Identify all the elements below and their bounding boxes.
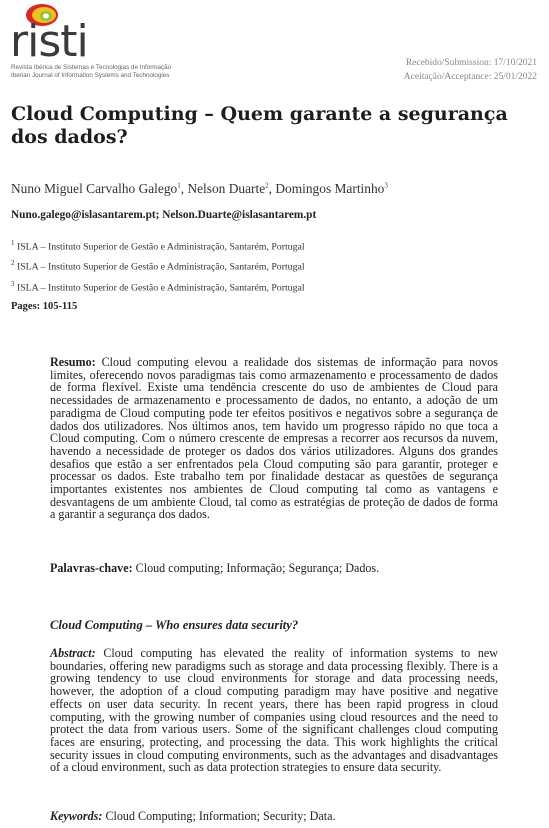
author-name: Nelson Duarte [187, 181, 266, 196]
abstract-en-label: Abstract: [50, 646, 96, 660]
keywords-en-label: Keywords: [50, 809, 103, 823]
abstract-en-text: Cloud computing has elevated the reality of information systems to new boundaries, offering new paradigms such as storage and data processing flexibly. There is a growing tendency to use cloud environments for storage and data processing needs, however, the adoption of a cloud computing paradigm may have positive and negative effects on user data security. In recent years, there has been rapid progress in cloud computing, with the growing number of companies using cloud resources and the need to protect the data from various users. Some of the significant challenges cloud computing faces are ensuring, protecting, and processing the data. This work highlights the critical security issues in cloud computing environments, such as the advantages and disadvantages of a cloud environment, such as data protection strategies to ensure data security. [50, 646, 498, 775]
keywords-en-text: Cloud Computing; Information; Security; Data. [105, 809, 336, 823]
logo-wordmark: risti [10, 16, 88, 67]
author-sup: 3 [384, 181, 388, 190]
journal-subtitle-en: Iberian Journal of Information Systems and Technologies [11, 71, 170, 79]
keywords-en [50, 809, 336, 824]
received-date: Recebido/Submission: 17/10/2021 [405, 58, 537, 68]
journal-subtitle [11, 64, 171, 79]
author-list: Nuno Miguel Carvalho Galego$^1$, Nelson Duarte$^2$, Domingos Martinho$^3$ [11, 181, 388, 196]
journal-subtitle-pt: Revista Ibérica de Sistemas e Tecnologias de Informação [11, 64, 172, 71]
author-emails: Nuno.galego@islasantarem.pt; Nelson.Duarte@islasantarem.pt [11, 209, 317, 221]
abstract-pt-text: Cloud computing elevou a realidade dos sistemas de informação para novos limites, oferecendo novos paradigmas tais como armazenamento e processamento de dados de forma flexível. Existe uma tendência crescente do uso de ambientes de Cloud para necessidades de armazenamento e processamento de dados, no entanto, a adoção de um paradigma de Cloud computing pode ter efeitos positivos e negativos sobre a segurança de dados dos utilizadores. Nos últimos anos, tem havido um progresso rápido no que toca a Cloud computing. Com o número crescente de empresas a recorrer aos recursos da nuvem, havendo a necessidade de proteger os dados dos vários utilizadores. Alguns dos grandes desafios que estão a ser enfrentados pela Cloud computing são para garantir, proteger e processar os dados. Este trabalho tem por finalidade destacar as questões de segurança importantes existentes nos ambientes de Cloud computing tal como as vantagens e desvantagens de um ambiente Cloud, tal como as estratégias de proteção de dados de forma a garantir a segurança dos dados. [50, 355, 498, 522]
abstract-pt [50, 356, 498, 521]
accepted-date: Aceitação/Acceptance: 25/01/2022 [403, 72, 537, 82]
keywords-pt-text: Cloud computing; Informação; Segurança; Dados. [135, 561, 380, 575]
affiliation: $^1$ ISLA – Instituto Superior de Gestão e Administração, Santarém, Portugal [11, 239, 305, 253]
abstract-en [50, 647, 498, 774]
author-name: Domingos Martinho [275, 181, 385, 196]
keywords-pt [50, 561, 379, 576]
page-range: Pages: 105-115 [11, 301, 78, 312]
submission-dates [404, 56, 537, 84]
article-title: Cloud Computing – Quem garante a segurança dos dados? [11, 103, 508, 148]
english-title: Cloud Computing – Who ensures data security? [50, 618, 299, 632]
author-sup: 1 [177, 181, 181, 190]
author-name: Nuno Miguel Carvalho Galego [11, 181, 178, 196]
journal-logo [10, 3, 220, 83]
affiliation: $^3$ ISLA – Instituto Superior de Gestão e Administração, Santarém, Portugal [11, 280, 305, 294]
abstract-pt-label: Resumo: [50, 355, 96, 369]
author-sup: 2 [265, 181, 269, 190]
keywords-pt-label: Palavras-chave: [50, 561, 133, 575]
affiliation: $^2$ ISLA – Instituto Superior de Gestão e Administração, Santarém, Portugal [11, 259, 305, 273]
